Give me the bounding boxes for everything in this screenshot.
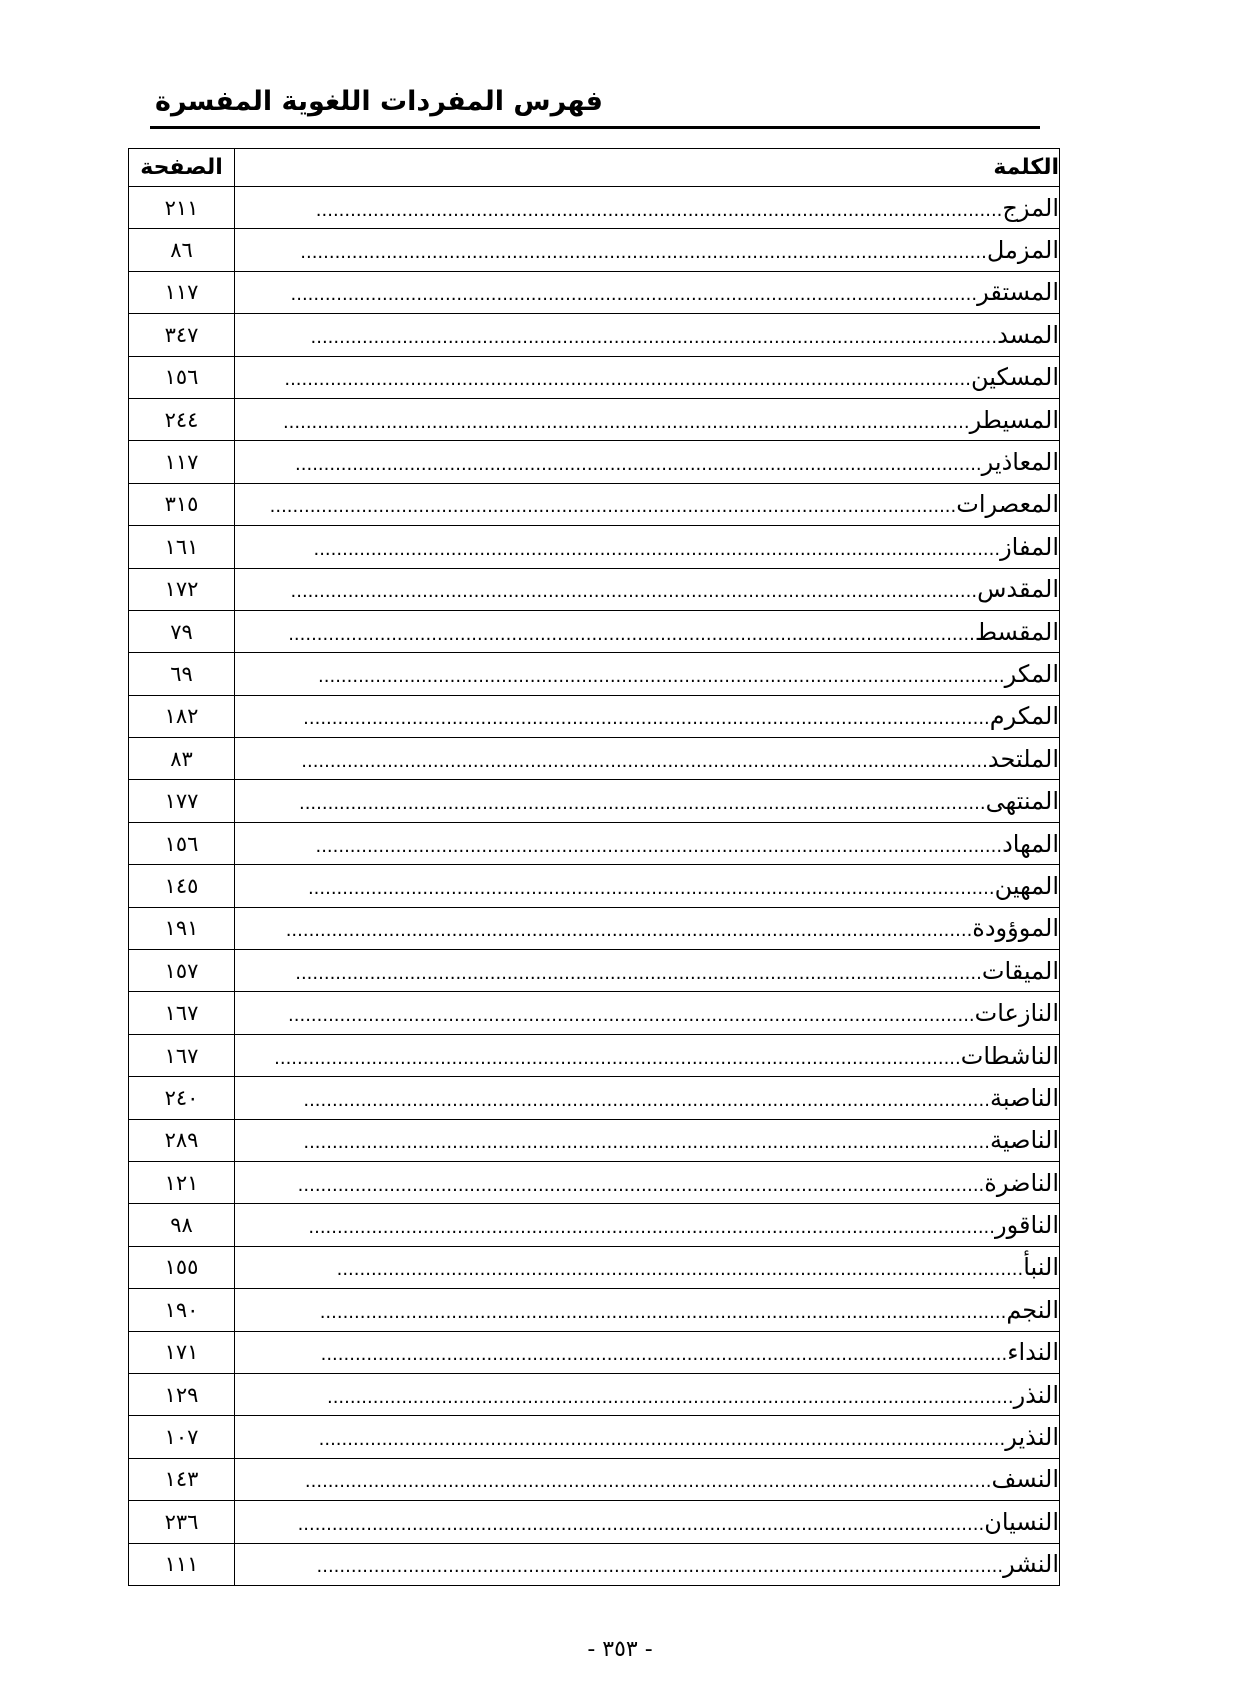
index-word: المعاذير	[981, 448, 1059, 477]
table-row	[129, 1501, 1060, 1543]
page-cell: ١٥٦	[129, 356, 235, 398]
page-cell: ١٩٠	[129, 1289, 235, 1331]
table-row	[129, 865, 1060, 907]
word-cell	[235, 992, 1060, 1034]
table-row	[129, 483, 1060, 525]
word-column-header: الكلمة	[235, 149, 1060, 187]
table-row	[129, 229, 1060, 271]
leader-dots: ........................................................................................................................	[301, 750, 988, 772]
index-word: الناضرة	[984, 1168, 1059, 1197]
index-word: النسيان	[984, 1507, 1059, 1536]
leader-dots: ........................................................................................................................	[326, 1386, 1014, 1408]
leader-dots: ........................................................................................................................	[307, 877, 995, 899]
page-cell: ٢٣٦	[129, 1501, 235, 1543]
leader-dots: ........................................................................................................................	[300, 242, 987, 264]
table-row	[129, 780, 1060, 822]
leader-dots: ........................................................................................................................	[290, 284, 978, 306]
word-cell	[235, 1119, 1060, 1161]
index-word: النبأ	[1023, 1253, 1059, 1282]
word-cell	[235, 865, 1060, 907]
index-word: الملتحد	[987, 744, 1059, 773]
table-row	[129, 1289, 1060, 1331]
index-word: المستقر	[977, 278, 1059, 307]
page-cell: ١٤٣	[129, 1458, 235, 1500]
table-row	[129, 526, 1060, 568]
page-cell: ٦٩	[129, 653, 235, 695]
table-row	[129, 1161, 1060, 1203]
index-word: المقسط	[974, 617, 1059, 646]
leader-dots: ........................................................................................................................	[320, 1344, 1008, 1366]
leader-dots: ........................................................................................................................	[303, 1089, 990, 1111]
leader-dots: ........................................................................................................................	[297, 1174, 985, 1196]
leader-dots: ........................................................................................................................	[318, 1429, 1006, 1451]
leader-dots: ........................................................................................................................	[284, 369, 971, 391]
page-cell: ٩٨	[129, 1204, 235, 1246]
index-word: النسف	[991, 1465, 1059, 1494]
leader-dots: ........................................................................................................................	[318, 665, 1005, 687]
page-cell: ١٧١	[129, 1331, 235, 1373]
word-cell	[235, 483, 1060, 525]
table-row	[129, 187, 1060, 229]
table-row	[129, 314, 1060, 356]
page-cell: ١٠٧	[129, 1416, 235, 1458]
page-cell: ١٥٧	[129, 950, 235, 992]
word-cell	[235, 187, 1060, 229]
leader-dots: ........................................................................................................................	[295, 454, 982, 476]
page-cell: ١١٧	[129, 441, 235, 483]
word-cell	[235, 780, 1060, 822]
leader-dots: ........................................................................................................................	[297, 1513, 985, 1535]
page-cell: ١١١	[129, 1543, 235, 1585]
page-cell: ٨٦	[129, 229, 235, 271]
word-cell	[235, 568, 1060, 610]
word-cell	[235, 1331, 1060, 1373]
word-cell	[235, 738, 1060, 780]
table-row	[129, 822, 1060, 864]
page-cell: ١٦٧	[129, 992, 235, 1034]
table-row	[129, 907, 1060, 949]
page-cell: ١٥٥	[129, 1246, 235, 1288]
word-cell	[235, 229, 1060, 271]
header-divider	[150, 126, 1040, 129]
word-cell	[235, 356, 1060, 398]
table-row	[129, 1246, 1060, 1288]
leader-dots: ........................................................................................................................	[336, 1259, 1024, 1281]
page-cell: ٢٤٠	[129, 1077, 235, 1119]
index-word: المكرم	[989, 702, 1059, 731]
page-cell: ٣٤٧	[129, 314, 235, 356]
page-cell: ٣١٥	[129, 483, 235, 525]
index-word: الموؤودة	[972, 914, 1059, 943]
leader-dots: ........................................................................................................................	[319, 1301, 1007, 1323]
word-cell	[235, 314, 1060, 356]
word-cell	[235, 1077, 1060, 1119]
word-cell	[235, 950, 1060, 992]
table-row	[129, 653, 1060, 695]
leader-dots: ........................................................................................................................	[282, 411, 970, 433]
index-word: المسكين	[970, 363, 1059, 392]
index-word: الناصبة	[989, 1083, 1059, 1112]
table-row	[129, 1204, 1060, 1246]
page-cell: ٢٨٩	[129, 1119, 235, 1161]
page-cell: ١٧٢	[129, 568, 235, 610]
leader-dots: ........................................................................................................................	[313, 538, 1001, 560]
index-word: الناقور	[995, 1211, 1059, 1240]
leader-dots: ........................................................................................................................	[310, 326, 998, 348]
page-cell: ١٦٧	[129, 1034, 235, 1076]
page-cell: ٨٣	[129, 738, 235, 780]
word-cell	[235, 695, 1060, 737]
page-column-header: الصفحة	[129, 149, 235, 187]
index-word: المفاز	[1000, 532, 1059, 561]
index-word: المسيطر	[969, 405, 1059, 434]
leader-dots: ........................................................................................................................	[269, 496, 957, 518]
page-cell: ١٢٩	[129, 1373, 235, 1415]
index-word: المزج	[1002, 193, 1059, 222]
page-cell: ١٨٢	[129, 695, 235, 737]
leader-dots: ........................................................................................................................	[303, 708, 990, 730]
leader-dots: ........................................................................................................................	[288, 623, 975, 645]
word-cell	[235, 1373, 1060, 1415]
index-word: المزمل	[986, 236, 1059, 265]
index-word: المقدس	[977, 575, 1059, 604]
page-cell: ٢٤٤	[129, 398, 235, 440]
page-cell: ٢١١	[129, 187, 235, 229]
word-cell	[235, 1501, 1060, 1543]
table-row	[129, 1034, 1060, 1076]
page-cell: ١٤٥	[129, 865, 235, 907]
word-cell	[235, 610, 1060, 652]
leader-dots: ........................................................................................................................	[285, 920, 973, 942]
table-row	[129, 1077, 1060, 1119]
table-row	[129, 1331, 1060, 1373]
table-row	[129, 398, 1060, 440]
index-word: المسد	[997, 320, 1059, 349]
word-cell	[235, 1204, 1060, 1246]
table-row	[129, 1373, 1060, 1415]
index-word: النذير	[1005, 1423, 1059, 1452]
leader-dots: ........................................................................................................................	[316, 1556, 1004, 1578]
page-cell: ٧٩	[129, 610, 235, 652]
word-cell	[235, 1416, 1060, 1458]
index-word: المهاد	[1002, 829, 1059, 858]
word-cell	[235, 907, 1060, 949]
word-cell	[235, 271, 1060, 313]
table-row	[129, 1458, 1060, 1500]
leader-dots: ........................................................................................................................	[290, 581, 978, 603]
leader-dots: ........................................................................................................................	[295, 962, 982, 984]
leader-dots: ........................................................................................................................	[308, 1217, 995, 1239]
index-word: النجم	[1006, 1295, 1059, 1324]
index-word: النذر	[1013, 1380, 1059, 1409]
table-row	[129, 441, 1060, 483]
table-row	[129, 568, 1060, 610]
table-row	[129, 950, 1060, 992]
leader-dots: ........................................................................................................................	[303, 1132, 990, 1154]
table-row	[129, 695, 1060, 737]
page-cell: ١٢١	[129, 1161, 235, 1203]
leader-dots: ........................................................................................................................	[315, 199, 1003, 221]
index-table	[128, 148, 1060, 1586]
word-cell	[235, 398, 1060, 440]
word-cell	[235, 1289, 1060, 1331]
page-cell: ١٥٦	[129, 822, 235, 864]
index-word: النشر	[1003, 1550, 1059, 1579]
index-word: المكر	[1004, 659, 1059, 688]
table-row	[129, 610, 1060, 652]
table-row	[129, 1416, 1060, 1458]
word-cell	[235, 653, 1060, 695]
table-row	[129, 992, 1060, 1034]
leader-dots: ........................................................................................................................	[298, 793, 986, 815]
table-row	[129, 271, 1060, 313]
word-cell	[235, 1034, 1060, 1076]
index-word: الناصية	[989, 1126, 1059, 1155]
leader-dots: ........................................................................................................................	[288, 1005, 975, 1027]
word-cell	[235, 1458, 1060, 1500]
word-cell	[235, 1543, 1060, 1585]
index-table-body	[129, 187, 1060, 1586]
table-header-row	[129, 149, 1060, 187]
leader-dots: ........................................................................................................................	[315, 835, 1003, 857]
page-cell: ١٧٧	[129, 780, 235, 822]
page-title: فهرس المفردات اللغوية المفسرة	[155, 86, 603, 117]
page-cell: ١١٧	[129, 271, 235, 313]
table-row	[129, 738, 1060, 780]
leader-dots: ........................................................................................................................	[304, 1471, 992, 1493]
page-number: - ٣٥٣ -	[587, 1637, 653, 1662]
table-row	[129, 1119, 1060, 1161]
leader-dots: ........................................................................................................................	[274, 1047, 961, 1069]
index-word: المعصرات	[956, 490, 1059, 519]
page-cell: ١٩١	[129, 907, 235, 949]
index-word: النداء	[1007, 1338, 1059, 1367]
word-cell	[235, 822, 1060, 864]
index-word: الميقات	[981, 956, 1059, 985]
index-word: النازعات	[974, 999, 1059, 1028]
page-cell: ١٦١	[129, 526, 235, 568]
table-row	[129, 356, 1060, 398]
index-word: المنتهى	[985, 787, 1059, 816]
word-cell	[235, 441, 1060, 483]
word-cell	[235, 1246, 1060, 1288]
index-word: المهين	[994, 871, 1059, 900]
index-word: الناشطات	[960, 1041, 1059, 1070]
word-cell	[235, 526, 1060, 568]
table-row	[129, 1543, 1060, 1585]
word-cell	[235, 1161, 1060, 1203]
